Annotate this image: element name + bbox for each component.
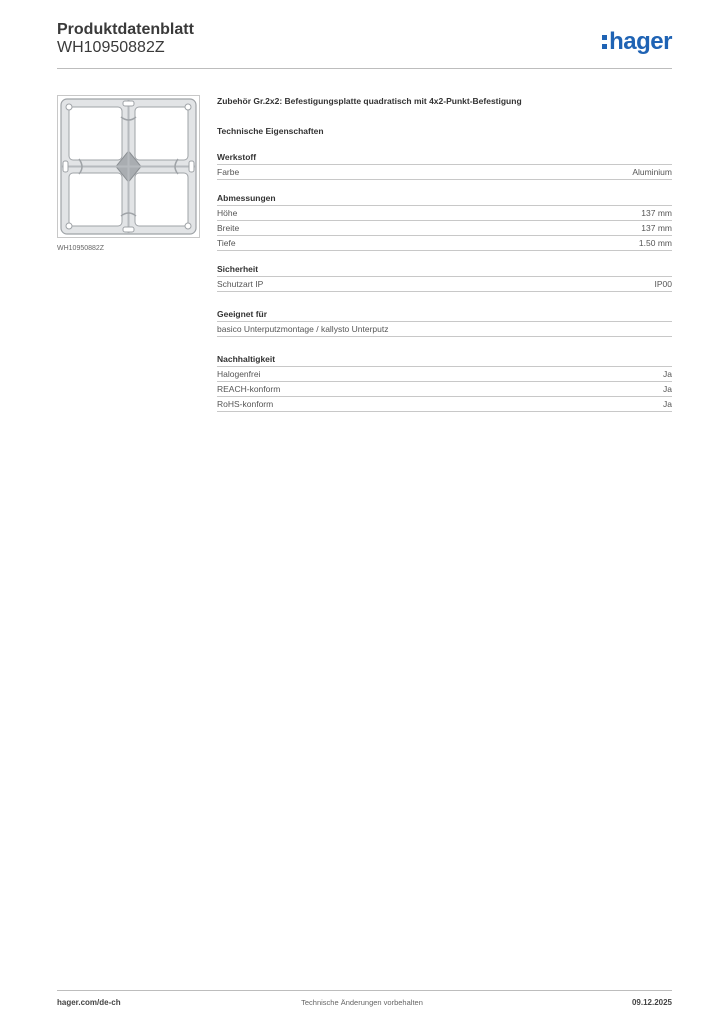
spec-value: 137 mm <box>641 208 672 218</box>
header-divider <box>57 68 672 69</box>
spec-value: Ja <box>663 384 672 394</box>
spec-label: Farbe <box>217 167 240 177</box>
hager-logo <box>602 28 672 56</box>
spec-label: REACH-konform <box>217 384 281 394</box>
section-title: Geeignet für <box>217 309 672 322</box>
spec-value: Ja <box>663 369 672 379</box>
footer-notice: Technische Änderungen vorbehalten <box>301 998 423 1007</box>
article-number: WH10950882Z <box>57 39 165 56</box>
section-title: Abmessungen <box>217 193 672 206</box>
product-image <box>57 95 200 238</box>
spec-value: 1.50 mm <box>638 238 672 248</box>
footer-divider <box>57 990 672 991</box>
spec-content <box>217 96 672 425</box>
spec-row <box>217 367 672 382</box>
spec-label: Tiefe <box>217 238 236 248</box>
page-title: Produktdatenblatt <box>57 21 194 38</box>
spec-value: Aluminium <box>632 167 672 177</box>
footer-website-link[interactable]: hager.com/de-ch <box>57 998 121 1007</box>
section-nachhaltigkeit <box>217 354 672 412</box>
spec-value: Ja <box>663 399 672 409</box>
section-title: Sicherheit <box>217 264 672 277</box>
technical-heading: Technische Eigenschaften <box>217 126 324 136</box>
spec-label: Breite <box>217 223 240 233</box>
spec-label: Schutzart IP <box>217 279 264 289</box>
spec-row <box>217 221 672 236</box>
section-abmessungen <box>217 193 672 251</box>
section-title: Nachhaltigkeit <box>217 354 672 367</box>
spec-label: basico Unterputzmontage / kallysto Unterputz <box>217 324 389 334</box>
spec-row <box>217 322 672 337</box>
product-description: Zubehör Gr.2x2: Befestigungsplatte quadratisch mit 4x2-Punkt-Befestigung <box>217 96 522 106</box>
image-caption: WH10950882Z <box>57 245 105 252</box>
spec-label: Höhe <box>217 208 238 218</box>
section-sicherheit <box>217 264 672 292</box>
spec-value: 137 mm <box>641 223 672 233</box>
spec-row <box>217 277 672 292</box>
logo-colon-icon <box>602 35 607 49</box>
spec-value: IP00 <box>654 279 672 289</box>
section-title: Werkstoff <box>217 152 672 165</box>
spec-row <box>217 165 672 180</box>
spec-row <box>217 206 672 221</box>
section-werkstoff <box>217 152 672 180</box>
spec-row <box>217 397 672 412</box>
section-geeignet-fuer <box>217 309 672 337</box>
spec-label: Halogenfrei <box>217 369 261 379</box>
spec-row <box>217 236 672 251</box>
logo-text: hager <box>609 28 672 55</box>
spec-label: RoHS-konform <box>217 399 274 409</box>
spec-row <box>217 382 672 397</box>
footer-date: 09.12.2025 <box>631 998 672 1007</box>
